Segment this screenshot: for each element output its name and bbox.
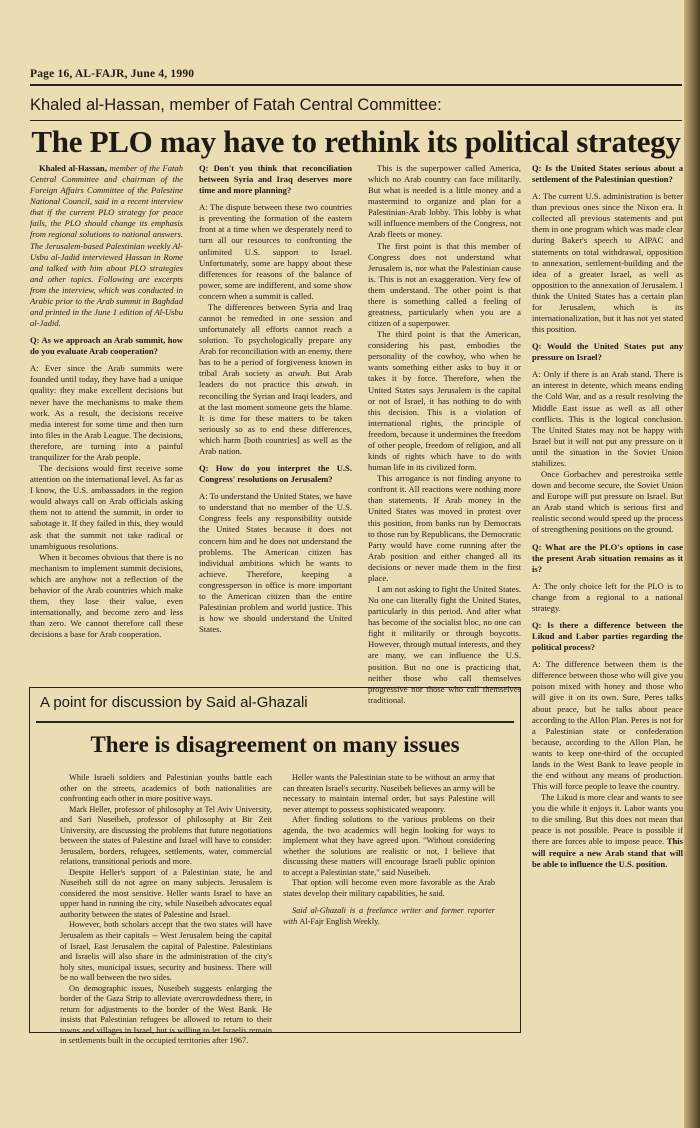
paragraph: Heller wants the Palestinian state to be without an army that can threaten Israel's security. Nuseibeh believes an army will be necessary to maintain internal order, but says Palestine will never attempt to possess sophisticated weaponry. — [283, 773, 495, 814]
paragraph: The first point is that this member of Congress does not understand what Jerusalem is, nor what the Palestinian cause is. This is not an exaggeration. Very few of them understand. The other point is that there is something called a feeling of greatness, particularly when you are a citizen of a superpower. — [368, 240, 521, 329]
question-6: Q: What are the PLO's options in case the present Arab situation remains as it is? — [532, 541, 683, 574]
page-header: Page 16, AL-FAJR, June 4, 1990 — [30, 68, 195, 80]
sidebar-headline: There is disagreement on many issues — [90, 732, 460, 757]
paragraph: That option will become even more favorable as the Arab states develop their military capabilities, he said. — [283, 878, 495, 898]
sidebar-article-box — [29, 687, 521, 1046]
paragraph: Once Gorbachev and perestroika settle down and become secure, the Soviet Union and Europe will put pressure on Israel. But an Arab stand which is serious first and realistic second would speed up the process of strengthening positions on the ground. — [532, 469, 683, 535]
question-3: Q: How do you interpret the U.S. Congress' resolutions on Jerusalem? — [199, 463, 352, 485]
term-atwah: atwah. — [288, 368, 312, 379]
paragraph: This is the superpower called America, which no Arab country can face militarily. But what is needed is a little money and a mastermind to organize and plan for a Palestinian-Arab lobby. This lobby is what will influence members of the Congress, not Arab fleets or money. — [368, 163, 521, 240]
page-binding-edge — [684, 0, 700, 1128]
article-kicker: Khaled al-Hassan, member of Fatah Central Committee: — [30, 96, 442, 114]
answer-5: A: Only if there is an Arab stand. There is an interest in detente, which means ending the Cold War, and as a result resolving the Middle East issue as well as all other conflicts. This is the logical conclusion. The United States may not be happy with Israel but it will not put any pressure on it until the situation in the Soviet Union stabilizes. — [532, 369, 683, 468]
paragraph: Mark Heller, professor of philosophy at Tel Aviv University, and Sari Nuseibeh, professor of philosophy at Bir Zeit University, are discussing the problems that future negotiations between the states of Palestine and Israel will have to consider: Jerusalem, borders, refugees, settlements, water, commercial relations, transitional periods and more. — [60, 804, 272, 867]
paragraph-part: The Likud is more clear and wants to see you die while it enjoys it. Labor wants you to die smiling. But this does not mean that peace is not possible. Peace is possible if there are forces able to impose peace. — [532, 792, 683, 847]
answer-7: A: The difference between them is the difference between those who will give you poison mixed with honey and those who will give it on its own. Sure, Peres talks about peace, but he talks about peace according to the Allon Plan. Peres is not for a Palestinian state or confederation because, according to the Allon Plan, he wants to keep one-third of the occupied lands in the West Bank to leave people in the end without any means of production. This will force people to leave the country. — [532, 659, 683, 792]
answer-1: A: Ever since the Arab summits were founded until today, they have had a unique quality: they make excellent decisions but never have the mechanisms to make them work. As a result, the decisions receive media interest for some time and then turn into files in the Arab League. The decisions, therefore, are turning into a painful tranquilizer for the Arab people. — [30, 363, 183, 462]
paragraph-part: But Arab leaders do not practice this — [199, 368, 352, 390]
intro-text: member of the Fatah Central Committee and chairman of the Foreign Affairs Committee of the Palestine National Council, said in a recent interview that if the current PLO strategy for peace fails, the PLO should change its emphasis from regional solutions to national answers. The Jerusalem-based Palestinian weekly Al-Usbu al-Jadid interviewed Hassan in Rome and talked with him about PLO strategies and other topics. Following are excerpts from the interview, which was conducted in Arabic prior to the Arab summit in Baghdad and printed in the June 1 edition of Al-Usbu al-Jadid. — [30, 163, 183, 329]
paragraph: After finding solutions to the various problems on their agenda, the two academics will begin looking for ways to implement what they have agreed upon. "Without considering whether the solutions are realistic or not, I believe that discussing these matters will encourage Israeli public opinion to accept a Palestinian state," said Nuseibeh. — [283, 815, 495, 877]
article-headline: The PLO may have to rethink its political strategy — [31, 124, 681, 159]
paragraph: The decisions would first receive some attention on the international level. As far as I know, the U.S. ambassadors in the region would always call on Arab officials asking them not to attend the summit, in order to sabotage it. If they failed in this, they would ask that the summit not take radical or unambiguous resolutions. — [30, 463, 183, 551]
article-column-3 — [368, 163, 521, 705]
intro-name: Khaled al-Hassan, — [39, 163, 107, 173]
paragraph: Despite Heller's support of a Palestinian state, he and Nuseibeh still do not agree on many subjects. Jerusalem is considered the most sensitive. Heller wants Israel to have an upper hand in running the city, while Nuseibeh advocates equal authority between the states of Palestine and Israel. — [60, 867, 272, 919]
question-5: Q: Would the United States put any pressure on Israel? — [532, 341, 683, 363]
paragraph-part: The differences between Syria and Iraq cannot be remedied in one session and unfortunately all efforts cannot reach a solution. To psychologically prepare any Arab for reconciliation with an enemy, there has to be a period of forgiveness known in tribal Arab society as — [199, 301, 352, 379]
sidebar-column-2 — [283, 773, 495, 1027]
question-7: Q: Is there a difference between the Likud and Labor parties regarding the political process? — [532, 619, 683, 653]
paragraph: This arrogance is not finding anyone to confront it. All reactions were nothing more than statements. If Arab money in the United States was moved in protest over this position, from banks run by Democrats to those run by Republicans, the Democratic Party would have come running after the Arab position and either changed all its decisions or never made them in the first place. — [368, 473, 521, 583]
paragraph: However, both scholars accept that the two states will have Jerusalem as their capitals -- West Jerusalem being the capital of Israel, East Jerusalem the capital of Palestine. Palestinians and Israelis will also share in the administration of the city's holy sites, municipal issues, security and business. There will be no wall between the two sides. — [60, 920, 272, 983]
answer-4: A: The current U.S. administration is better than previous ones since the Nixon era. It collected all previous statements and put them in one program which was made clear during Baker's speech to AIPAC and statements on total withdrawal, opposition to annexation, settlement-building and the idea of a greater Israel, as well as opposition to the annexation of Jerusalem. I think the United States has a certain plan for Jerusalem, which is its internationalization, but it has not yet stated this position. — [532, 191, 683, 335]
paragraph-part-bold: This will require a new Arab stand that will be able to influence the U.S. position. — [532, 836, 683, 869]
question-1: Q: As we approach an Arab summit, how do you evaluate Arab cooperation? — [30, 335, 183, 357]
kicker-rule — [30, 120, 682, 121]
question-4: Q: Is the United States serious about a settlement of the Palestinian question? — [532, 163, 683, 185]
paragraph: I am not asking to fight the United States. No one can literally fight the United States, particularly in this period. And after what has become of the socialist bloc, no one can fight it militarily or through boycotts. However, through mutual interests, and they are many, we can influence the U.S. position. But no one is practicing that, neither those who call themselves progressive nor those who call themselves traditional. — [368, 583, 521, 705]
paragraph-part: in reconciling the Syrian and Iraqi leaders, and at the last moment someone gets the blame. It is time for these matters to be taken seriously so as to end these differences, which harm [both countries] as well as the Arab nation. — [199, 379, 352, 456]
term-atwah: atwah. — [315, 379, 339, 390]
paragraph: When it becomes obvious that there is no mechanism to implement summit decisions, which are anyhow not a reflection of the behavior of the Arab countries which make them, they lose their value, even internationally, and become zero and less than zero. We cannot therefore call these decisions a base for Arab cooperation. — [30, 551, 183, 640]
answer-6: A: The only choice left for the PLO is to change from a regional to a national strategy. — [532, 580, 683, 613]
article-column-4 — [532, 163, 683, 1031]
paragraph: On demographic issues, Nuseibeh suggests enlarging the border of the Gaza Strip to alleviate overcrowdedness there, in return for adjustments to the border of the West Bank. He insists that Palestinian refugees be allowed to return to their towns and villages in Israel, but is willing to let Israelis remain in settlements built in the occupied territories after 1967. — [60, 983, 272, 1046]
article-column-2 — [199, 163, 352, 683]
sidebar-kicker: A point for discussion by Said al-Ghazali — [40, 694, 308, 711]
paragraph: The third point is that the American, considering his past, embodies the personality of the cowboy, who when he wants something either asks to buy it or takes it by force. Therefore, when the United States says Jerusalem is the capital or not of Israel, it has nothing to do with this decision. This is a violation of international rights, the principle of freedom, because it undermines the freedom of other people, freedom of religion, and all kinds of rights which have to do with human life in its civilized form. — [368, 329, 521, 473]
header-rule — [30, 84, 682, 86]
answer-2: A: The dispute between these two countries is preventing the formation of the eastern front at a time when we desperately need to turn all our resources to confronting the unlimited U.S. support to Israel. Unfortunately, some are happy about these differences for reasons of the balance of power, some are indifferent, and some show concern when a summit is called. — [199, 202, 352, 301]
question-2: Q: Don't you think that reconciliation between Syria and Iraq deserves more time and more planning? — [199, 163, 352, 196]
sidebar-column-1 — [60, 773, 272, 1046]
answer-3: A: To understand the United States, we have to understand that no member of the U.S. Congress feels any responsibility outside the United States because it does not concern him and he does not understand the problems. The American citizen has individual ambitions which he wants to achieve. Therefore, keeping a congressperson in office is more important to the American citizen than the entire Palestinian problem and world justice. This is how we should understand the United States. — [199, 491, 352, 635]
sidebar-rule — [36, 721, 514, 723]
paragraph: While Israeli soldiers and Palestinian youths battle each other on the streets, academics of both nationalities are confronting each other in more positive ways. — [60, 773, 272, 804]
article-column-1 — [30, 163, 183, 683]
sidebar-byline: Said al-Ghazali is a freelance writer and former reporter with Al-Fajr English Weekly. — [283, 906, 495, 926]
